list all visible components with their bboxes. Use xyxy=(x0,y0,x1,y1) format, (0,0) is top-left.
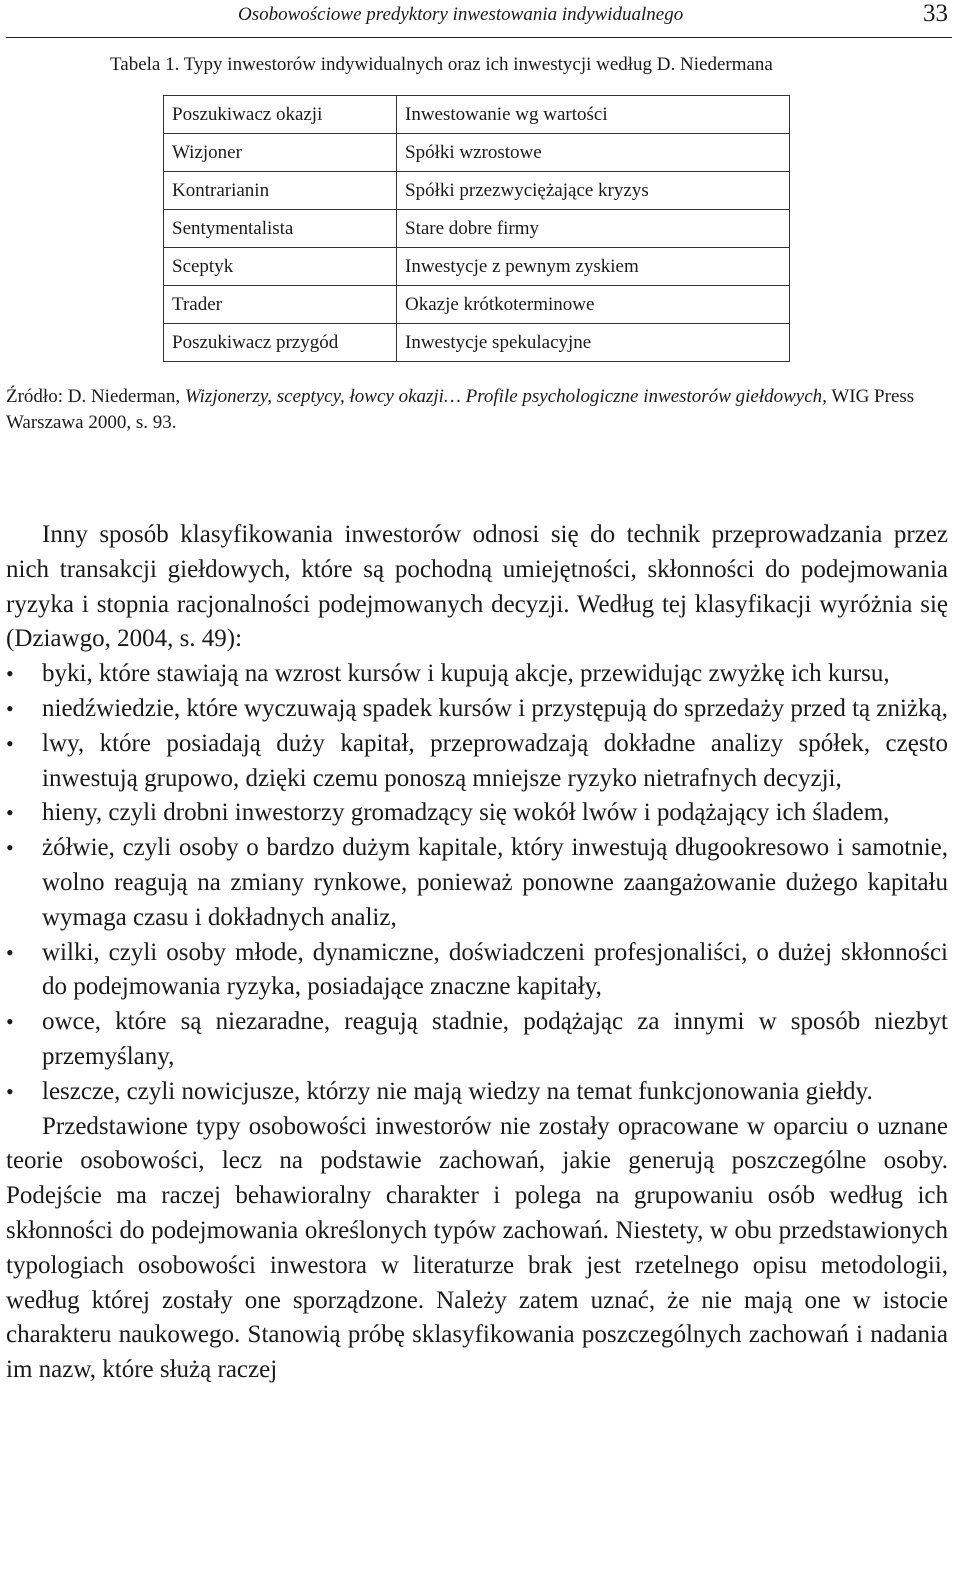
table-row xyxy=(164,134,790,172)
table-row xyxy=(164,96,790,134)
running-title: Osobowościowe predyktory inwestowania indywidualnego xyxy=(238,4,684,25)
investor-type-cell: Kontrarianin xyxy=(164,172,397,210)
closing-paragraph: Przedstawione typy osobowości inwestorów nie zostały opracowane w oparciu o uznane teorie osobowości, lecz na podstawie zachowań, jakie generują poszczególne osoby. Podejście ma raczej behawioralny charakter i polega na grupowaniu osób według ich skłonności do podejmowania określonych typów zachowań. Niestety, w obu przedstawionych typologiach osobowości inwestora w literaturze brak jest rzetelnego opisu metodologii, według której zostały one sporządzone. Należy zatem uznać, że nie mają one w istocie charakteru naukowego. Stanowią próbę sklasyfikowania poszczególnych zachowań i nadania im nazw, które służą raczej xyxy=(6,1112,948,1384)
investment-type-cell: Inwestycje z pewnym zyskiem xyxy=(397,248,790,286)
bullet-icon: • xyxy=(6,1078,14,1104)
bullet-icon: • xyxy=(6,1009,14,1035)
list-item-text: leszcze, czyli nowicjusze, którzy nie mają wiedzy na temat funkcjonowania giełdy. xyxy=(42,1077,873,1105)
list-item xyxy=(6,727,948,797)
investor-type-cell: Sceptyk xyxy=(164,248,397,286)
header-rule xyxy=(6,37,952,38)
table-row xyxy=(164,172,790,210)
investor-type-cell: Poszukiwacz okazji xyxy=(164,96,397,134)
table-source-note xyxy=(6,384,950,436)
list-item xyxy=(6,692,948,727)
list-item-text: lwy, które posiadają duży kapitał, przeprowadzają dokładne analizy spółek, często inwestują grupowo, dzięki czemu ponoszą mniejsze ryzyko nietrafnych decyzji, xyxy=(42,729,948,792)
investment-type-cell: Stare dobre firmy xyxy=(397,210,790,248)
list-item xyxy=(6,657,948,692)
list-item-text: owce, które są niezaradne, reagują stadnie, podążając za innymi w sposób niezbyt przemyślany, xyxy=(42,1008,948,1070)
list-item xyxy=(6,1075,948,1110)
table-caption: Tabela 1. Typy inwestorów indywidualnych oraz ich inwestycji według D. Niedermana xyxy=(110,54,773,75)
page-header xyxy=(0,0,960,38)
investor-types-list xyxy=(6,657,948,1109)
list-item xyxy=(6,1005,948,1075)
investment-type-cell: Inwestycje spekulacyjne xyxy=(397,324,790,362)
body-text xyxy=(6,518,948,1388)
bullet-icon: • xyxy=(6,835,14,861)
list-item-text: byki, które stawiają na wzrost kursów i kupują akcje, przewidując zwyżkę ich kursu, xyxy=(42,660,890,688)
source-book-title: Wizjonerzy, sceptycy, łowcy okazji… Profile psychologiczne inwestorów giełdowych, xyxy=(184,386,827,407)
investment-type-cell: Okazje krótkoterminowe xyxy=(397,286,790,324)
table-row xyxy=(164,210,790,248)
investment-type-cell: Inwestowanie wg wartości xyxy=(397,96,790,134)
list-item xyxy=(6,831,948,935)
investor-type-cell: Wizjoner xyxy=(164,134,397,172)
bullet-icon: • xyxy=(6,661,14,687)
list-item-text: hieny, czyli drobni inwestorzy gromadzący się wokół lwów i podążający ich śladem, xyxy=(42,799,890,827)
list-item xyxy=(6,936,948,1006)
bullet-icon: • xyxy=(6,939,14,965)
source-prefix: Źródło: D. Niederman, xyxy=(6,386,185,407)
intro-paragraph: Inny sposób klasyfikowania inwestorów odnosi się do technik przeprowadzania przez nich transakcji giełdowych, które są pochodną umiejętności, skłonności do podejmowania ryzyka i stopnia racjonalności podejmowanych decyzji. Według tej klasyfikacji wyróżnia się (Dziawgo, 2004, s. 49): xyxy=(6,521,948,653)
investment-type-cell: Spółki wzrostowe xyxy=(397,134,790,172)
bullet-icon: • xyxy=(6,800,14,826)
list-item-text: wilki, czyli osoby młode, dynamiczne, doświadczeni profesjonaliści, o dużej skłonności do podejmowania ryzyka, posiadające znaczne kapitały, xyxy=(42,938,948,1001)
investor-type-cell: Sentymentalista xyxy=(164,210,397,248)
table-row xyxy=(164,248,790,286)
list-item xyxy=(6,796,948,831)
list-item-text: żółwie, czyli osoby o bardzo dużym kapitale, który inwestują długookresowo i samotnie, wolno reagują na zmiany rynkowe, ponieważ ponowne zaangażowanie dużego kapitału wymaga czasu i dokładnych analiz, xyxy=(42,834,948,931)
table-row xyxy=(164,286,790,324)
source-suffix: WIG Press Warszawa 2000, s. 93. xyxy=(6,386,915,433)
investment-type-cell: Spółki przezwyciężające kryzys xyxy=(397,172,790,210)
investor-typology-table xyxy=(163,95,790,362)
bullet-icon: • xyxy=(6,695,14,721)
investor-type-cell: Poszukiwacz przygód xyxy=(164,324,397,362)
table-row xyxy=(164,324,790,362)
bullet-icon: • xyxy=(6,730,14,756)
list-item-text: niedźwiedzie, które wyczuwają spadek kursów i przystępują do sprzedaży przed tą zniżką, xyxy=(42,694,948,722)
page-number: 33 xyxy=(923,0,948,27)
investor-type-cell: Trader xyxy=(164,286,397,324)
